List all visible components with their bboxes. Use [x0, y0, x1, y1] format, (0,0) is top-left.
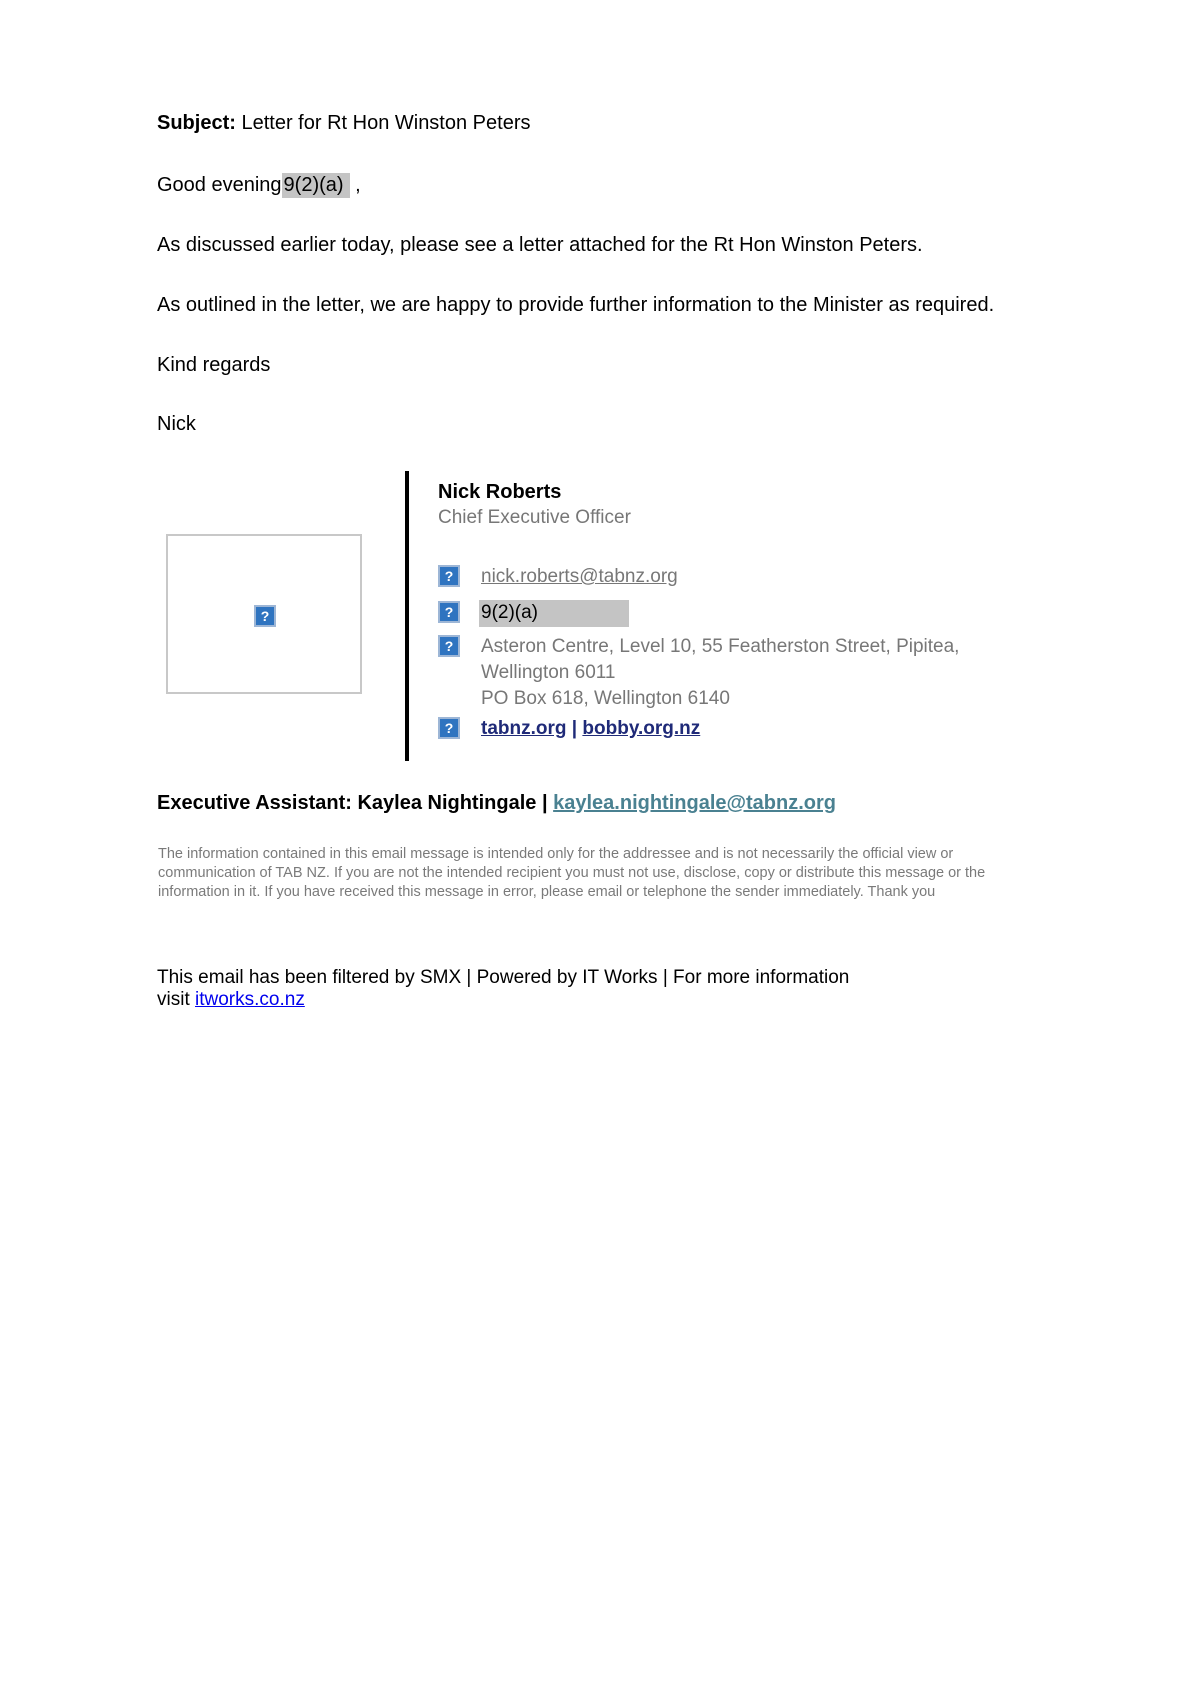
greeting-text: Good evening [157, 174, 282, 196]
subject-text: Letter for Rt Hon Winston Peters [241, 112, 531, 134]
closing-text: Kind regards [157, 354, 271, 376]
greeting-line [157, 173, 361, 197]
signature-divider [405, 471, 409, 761]
web-links [481, 716, 700, 742]
email-disclaimer [158, 845, 1038, 902]
executive-assistant-line [157, 792, 836, 815]
redaction-box: 9(2)(a) [282, 173, 350, 198]
location-icon: ? [438, 635, 460, 657]
body-paragraph-1: As discussed earlier today, please see a letter attached for the Rt Hon Winston Peters. [157, 234, 923, 256]
email-icon: ? [438, 565, 460, 587]
website-link-tabnz[interactable]: tabnz.org [481, 718, 567, 739]
signature-title: Chief Executive Officer [438, 507, 631, 528]
address-line-1: Asteron Centre, Level 10, 55 Featherston Street, Pipitea, [481, 636, 960, 657]
address-line-2: Wellington 6011 [481, 662, 616, 683]
greeting-comma: , [355, 174, 361, 196]
website-separator: | [571, 718, 578, 739]
signature-email-link[interactable]: nick.roberts@tabnz.org [481, 566, 678, 587]
body-paragraph-2: As outlined in the letter, we are happy to provide further information to the Minister as required. [157, 294, 995, 316]
footer-line-1: This email has been filtered by SMX | Powered by IT Works | For more information [157, 967, 850, 988]
broken-image-icon: ? [254, 605, 276, 627]
phone-redaction: 9(2)(a) [479, 600, 629, 627]
website-link-bobby[interactable]: bobby.org.nz [582, 718, 701, 739]
disclaimer-line-3: information in it. If you have received this message in error, please email or telephone the sender immediately. Thank you [158, 884, 936, 900]
assistant-label: Executive Assistant: Kaylea Nightingale [157, 792, 537, 814]
sender-short-name: Nick [157, 413, 196, 435]
web-icon: ? [438, 717, 460, 739]
phone-icon: ? [438, 601, 460, 623]
address-line-3: PO Box 618, Wellington 6140 [481, 688, 730, 709]
filter-footer [157, 967, 849, 1011]
subject-label: Subject: [157, 112, 236, 134]
disclaimer-line-1: The information contained in this email message is intended only for the addressee and is not necessarily the official view or [158, 846, 954, 862]
disclaimer-line-2: communication of TAB NZ. If you are not the intended recipient you must not use, disclose, copy or distribute this message or the [158, 865, 986, 881]
subject-line [157, 111, 530, 135]
footer-visit-text: visit [157, 989, 190, 1010]
assistant-email-link[interactable]: kaylea.nightingale@tabnz.org [553, 792, 837, 814]
itworks-link[interactable]: itworks.co.nz [195, 989, 305, 1010]
footer-line-2 [157, 989, 849, 1011]
signature-logo-placeholder [166, 534, 362, 694]
signature-name: Nick Roberts [438, 481, 562, 503]
assistant-separator: | [541, 792, 548, 814]
